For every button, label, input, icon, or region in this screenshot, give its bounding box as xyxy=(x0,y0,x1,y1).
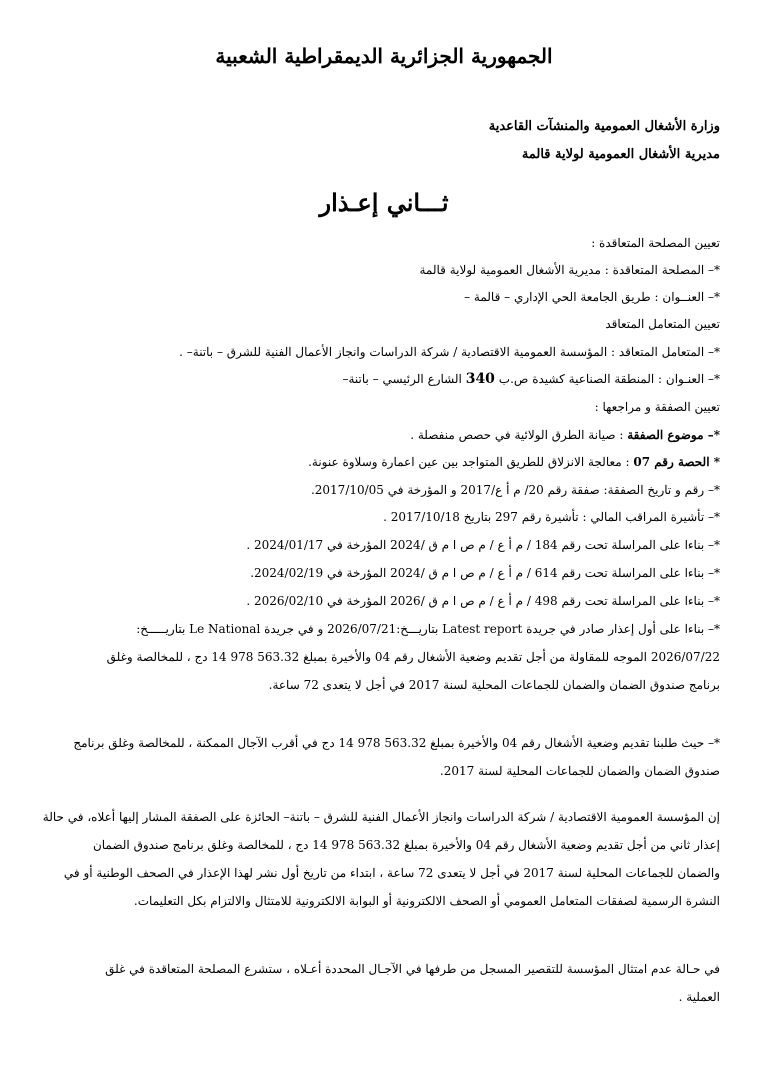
contractor-address-post: الشارع الرئيسي – باتنة– xyxy=(342,372,462,386)
deal-lot-label: * الحصة رقم 07 xyxy=(633,455,720,469)
deal-subject xyxy=(40,426,720,444)
contractor-heading: تعيين المتعامل المتعاقد xyxy=(605,317,720,331)
whereas-line-2: صندوق الضمان والضمان للجماعات المحلية لسنة 2017. xyxy=(439,764,720,778)
deal-subject-label: *– موضوع الصفقة xyxy=(627,428,720,442)
contracting-authority-address: *– العنــوان : طريق الجامعة الحي الإداري – قالمة – xyxy=(464,290,720,304)
notice-body-line-2: إعذار ثاني من أجل تقديم وضعية الأشغال رقم 04 والأخيرة بمبلغ 563.32 978 14 دج ، للمخالصة وغلق برنامج صندوق الضمان xyxy=(92,838,720,852)
contractor-address-pre: *– العنـوان : المنطقة الصناعية كشيدة ص.ب xyxy=(498,372,720,386)
financial-visa: *– تأشيرة المراقب المالي : تأشيرة رقم 297 بتاريخ 2017/10/18 . xyxy=(383,510,720,524)
first-notice-line-2: 2026/07/22 الموجه للمقاولة من أجل تقديم وضعية الأشغال رقم 04 والأخيرة بمبلغ 563.32 978 14 دج ، للمخالصة وغلق xyxy=(106,650,720,664)
correspondence-1: *– بناءا على المراسلة تحت رقم 184 / م أ ع / م ص ا م ق /2024 المؤرخة في 2024/01/17 . xyxy=(246,538,720,552)
closing-line-2: العملية . xyxy=(678,990,720,1004)
deal-heading: تعيين الصفقة و مراجعها : xyxy=(594,400,720,414)
correspondence-3: *– بناءا على المراسلة تحت رقم 498 / م أ ع / م ص ا م ق /2026 المؤرخة في 2026/02/10 . xyxy=(246,594,720,608)
notice-body-line-1: إن المؤسسة العمومية الاقتصادية / شركة الدراسات وانجاز الأعمال الفنية للشرق – باتنة– الحائزة على الصفقة المشار إليها أعلاه، في حالة xyxy=(42,810,720,824)
republic-title: الجمهورية الجزائرية الديمقراطية الشعبية xyxy=(215,44,553,68)
contracting-authority-heading: تعيين المصلحة المتعاقدة : xyxy=(591,236,720,250)
first-notice-line-1: *– بناءا على أول إعذار صادر في جريدة Latest report بتاريـــخ:2026/07/21 و في جريدة Le National بتاريـــــخ: xyxy=(136,622,720,636)
deal-lot-value: : معالجة الانزلاق للطريق المتواجد بين عين اعمارة وسلاوة عنونة. xyxy=(308,455,630,469)
deal-reference: *– رقم و تاريخ الصفقة: صفقة رقم 20/ م أ ع/2017 و المؤرخة في 2017/10/05. xyxy=(310,483,720,497)
correspondence-2: *– بناءا على المراسلة تحت رقم 614 / م أ ع / م ص ا م ق /2024 المؤرخة في 2024/02/19. xyxy=(250,566,720,580)
notice-body-line-4: النشرة الرسمية لصفقات المتعامل العمومي أو الصحف الالكترونية أو البوابة الالكترونية للامتثال والالتزام بكل التعليمات. xyxy=(133,894,720,908)
document-title: ثـــاني إعـذار xyxy=(319,188,449,217)
directorate-name: مديرية الأشغال العمومية لولاية قالمة xyxy=(521,147,720,162)
whereas-line-1: *– حيث طلبنا تقديم وضعية الأشغال رقم 04 والأخيرة بمبلغ 563.32 978 14 دج في أقرب الآجال الممكنة ، للمخالصة وغلق برنامج xyxy=(73,736,720,750)
notice-body-line-3: والضمان للجماعات المحلية لسنة 2017 في أجل لا يتعدى 72 ساعة ، ابتداء من تاريخ أول نشر لهذا الإعذار في الصحف الوطنية أو في xyxy=(63,866,720,880)
contractor-address xyxy=(40,370,720,388)
deal-lot xyxy=(40,453,720,471)
ministry-name: وزارة الأشغال العمومية والمنشآت القاعدية xyxy=(488,119,720,134)
deal-subject-value: : صيانة الطرق الولائية في حصص منفصلة . xyxy=(410,428,624,442)
contractor-name: *– المتعامل المتعاقد : المؤسسة العمومية الاقتصادية / شركة الدراسات وانجاز الأعمال الفنية للشرق – باتنة– . xyxy=(179,345,720,359)
contractor-po-box: 340 xyxy=(465,371,495,387)
first-notice-line-3: برنامج صندوق الضمان والضمان للجماعات المحلية لسنة 2017 في أجل لا يتعدى 72 ساعة. xyxy=(268,678,720,692)
contracting-authority-name: *– المصلحة المتعاقدة : مديرية الأشغال العمومية لولاية قالمة xyxy=(419,263,720,277)
closing-line-1: في حـالة عدم امتثال المؤسسة للتقصير المسجل من طرفها في الآجـال المحددة أعـلاه ، ستشرع المصلحة المتعاقدة في غلق xyxy=(105,962,720,976)
